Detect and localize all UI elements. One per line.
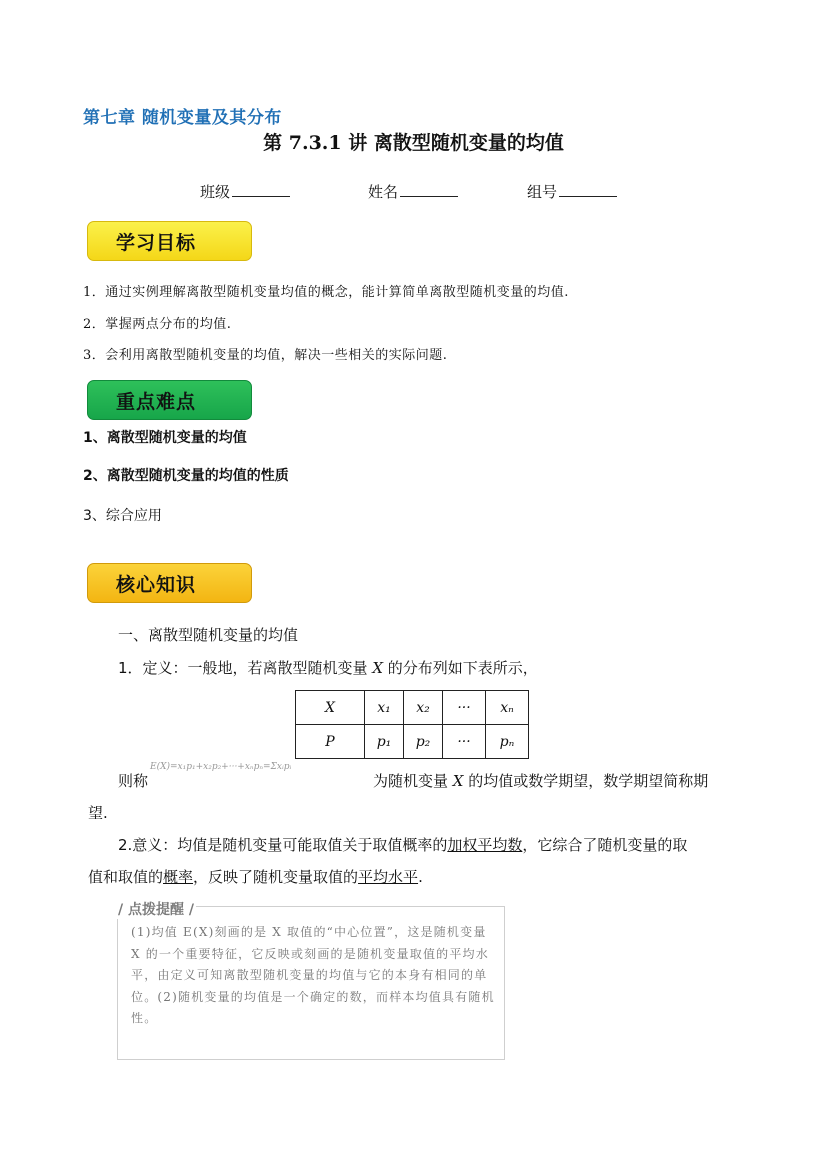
chapter-heading: 第七章 随机变量及其分布 [83,108,282,128]
meaning-underlined: 加权平均数 [447,836,523,854]
table-cell: x₁ [365,691,404,725]
then-label: 则称 [118,772,149,790]
variable-x: X [452,772,464,790]
name-field[interactable] [368,181,458,202]
table-cell: p₁ [365,725,404,759]
then-continued: 望. [88,804,108,822]
section-heading: 一、离散型随机变量的均值 [118,626,299,644]
table-cell: xₙ [486,691,529,725]
expectation-formula: E(X)=x₁p₁+x₂p₂+···+xₙpₙ=Σxᵢpᵢ [150,762,292,772]
tip-heading: / 点拨提醒 / [116,899,196,919]
keypoint-item: 1、离散型随机变量的均值 [83,430,247,446]
group-label: 组号 [527,183,558,201]
meaning-text: ，它综合了随机变量的取 [522,836,688,854]
meaning-text: . [418,868,423,886]
definition-text: 的分布列如下表所示， [387,659,538,677]
objective-item: 3．会利用离散型随机变量的均值，解决一些相关的实际问题. [83,348,448,363]
meaning-underlined: 概率 [163,868,194,886]
class-field[interactable] [200,181,290,202]
objectives-badge: 学习目标 [87,221,252,261]
group-field[interactable] [527,181,617,202]
table-cell: ··· [443,691,486,725]
name-label: 姓名 [368,183,399,201]
keypoints-badge: 重点难点 [87,380,252,420]
meaning-text: 值和取值的 [88,868,164,886]
table-cell: pₙ [486,725,529,759]
class-blank[interactable] [232,181,290,197]
distribution-table [295,690,529,759]
table-cell: P [296,725,365,759]
then-text: 为随机变量 [373,772,449,790]
meaning-text: 2.意义：均值是随机变量可能取值关于取值概率的 [118,836,448,854]
tip-text: (1)均值 E(X)刻画的是 X 取值的“中心位置”，这是随机变量 X 的一个重要特征，它反映或刻画的是随机变量取值的平均水平，由定义可知离散型随机变量的均值与它的本身有相同的单位。(2)随机变量的均值是一个确定的数，而样本均值具有随机性。 [131,925,495,1025]
definition-line [118,653,538,683]
core-badge: 核心知识 [87,563,252,603]
meaning-underlined: 平均水平 [358,868,419,886]
table-row [296,725,529,759]
name-blank[interactable] [400,181,458,197]
table-cell: x₂ [404,691,443,725]
then-text: 的均值或数学期望，数学期望简称期 [468,772,709,790]
meaning-text: ，反映了随机变量取值的 [193,868,359,886]
table-cell: ··· [443,725,486,759]
meaning-line-1 [118,830,687,860]
table-row [296,691,529,725]
objective-item: 1．通过实例理解离散型随机变量均值的概念，能计算简单离散型随机变量的均值. [83,285,569,300]
group-blank[interactable] [559,181,617,197]
definition-text: 1．定义：一般地，若离散型随机变量 [118,659,368,677]
then-line [373,766,708,796]
table-cell: p₂ [404,725,443,759]
keypoint-item: 3、综合应用 [83,508,162,524]
variable-x: X [372,659,384,677]
page-title: 第 7.3.1 讲 离散型随机变量的均值 [263,132,564,154]
table-cell: X [296,691,365,725]
class-label: 班级 [200,183,231,201]
keypoint-item: 2、离散型随机变量的均值的性质 [83,468,289,484]
meaning-line-2 [88,862,423,892]
objective-item: 2．掌握两点分布的均值. [83,317,232,332]
